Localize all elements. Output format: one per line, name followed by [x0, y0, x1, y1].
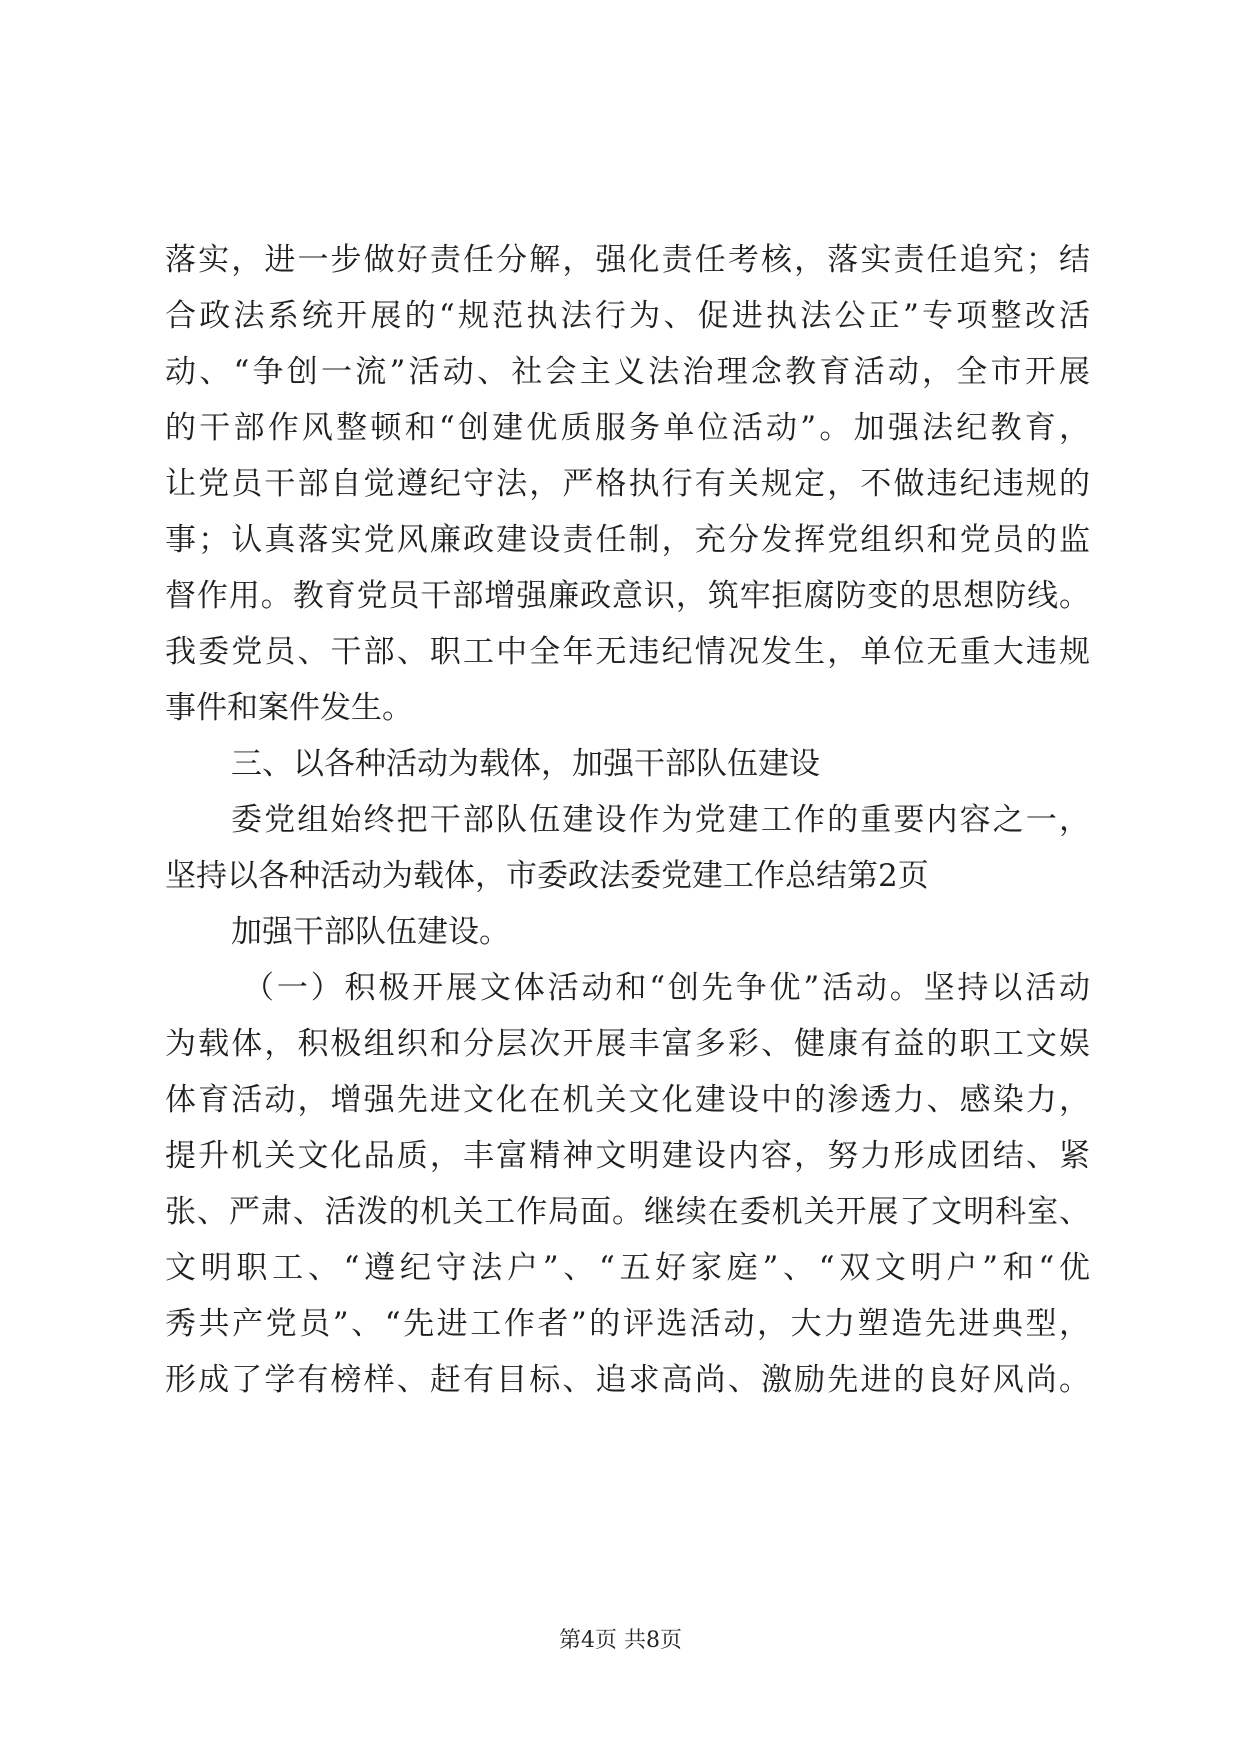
body-text — [165, 232, 1090, 1408]
subsection-heading: （一）积极开展文体活动和“创先争优”活动。坚持以活动 — [243, 970, 1090, 1006]
text-line: 合政法系统开展的“规范执法行为、促进执法公正”专项整改活 — [165, 298, 1090, 334]
text-line: 动、“争创一流”活动、社会主义法治理念教育活动，全市开展 — [165, 354, 1090, 390]
text-line: 秀共产党员”、“先进工作者”的评选活动，大力塑造先进典型， — [165, 1306, 1090, 1342]
text-line: 督作用。教育党员干部增强廉政意识，筑牢拒腐防变的思想防线。 — [165, 578, 1090, 614]
text-line: 事；认真落实党风廉政建设责任制，充分发挥党组织和党员的监 — [165, 522, 1090, 558]
text-line: 形成了学有榜样、赶有目标、追求高尚、激励先进的良好风尚。 — [165, 1362, 1090, 1398]
text-line: 落实，进一步做好责任分解，强化责任考核，落实责任追究；结 — [165, 242, 1090, 278]
text-line: 委党组始终把干部队伍建设作为党建工作的重要内容之一， — [231, 802, 1090, 838]
text-line: 张、严肃、活泼的机关工作局面。继续在委机关开展了文明科室、 — [165, 1194, 1090, 1230]
text-line: 坚持以各种活动为载体，市委政法委党建工作总结第2页 — [165, 858, 929, 894]
text-line: 提升机关文化品质，丰富精神文明建设内容，努力形成团结、紧 — [165, 1138, 1090, 1174]
text-line: 让党员干部自觉遵纪守法，严格执行有关规定，不做违纪违规的 — [165, 466, 1090, 502]
text-line: 我委党员、干部、职工中全年无违纪情况发生，单位无重大违规 — [165, 634, 1090, 670]
section-heading: 三、以各种活动为载体，加强干部队伍建设 — [231, 746, 820, 782]
text-line: 体育活动，增强先进文化在机关文化建设中的渗透力、感染力， — [165, 1082, 1090, 1118]
page-footer: 第4页 共8页 — [559, 1628, 682, 1653]
text-line: 加强干部队伍建设。 — [231, 914, 510, 950]
text-line: 事件和案件发生。 — [165, 690, 413, 726]
text-line: 的干部作风整顿和“创建优质服务单位活动”。加强法纪教育， — [165, 410, 1090, 446]
text-line: 为载体，积极组织和分层次开展丰富多彩、健康有益的职工文娱 — [165, 1026, 1090, 1062]
text-line: 文明职工、“遵纪守法户”、“五好家庭”、“双文明户”和“优 — [165, 1250, 1090, 1286]
